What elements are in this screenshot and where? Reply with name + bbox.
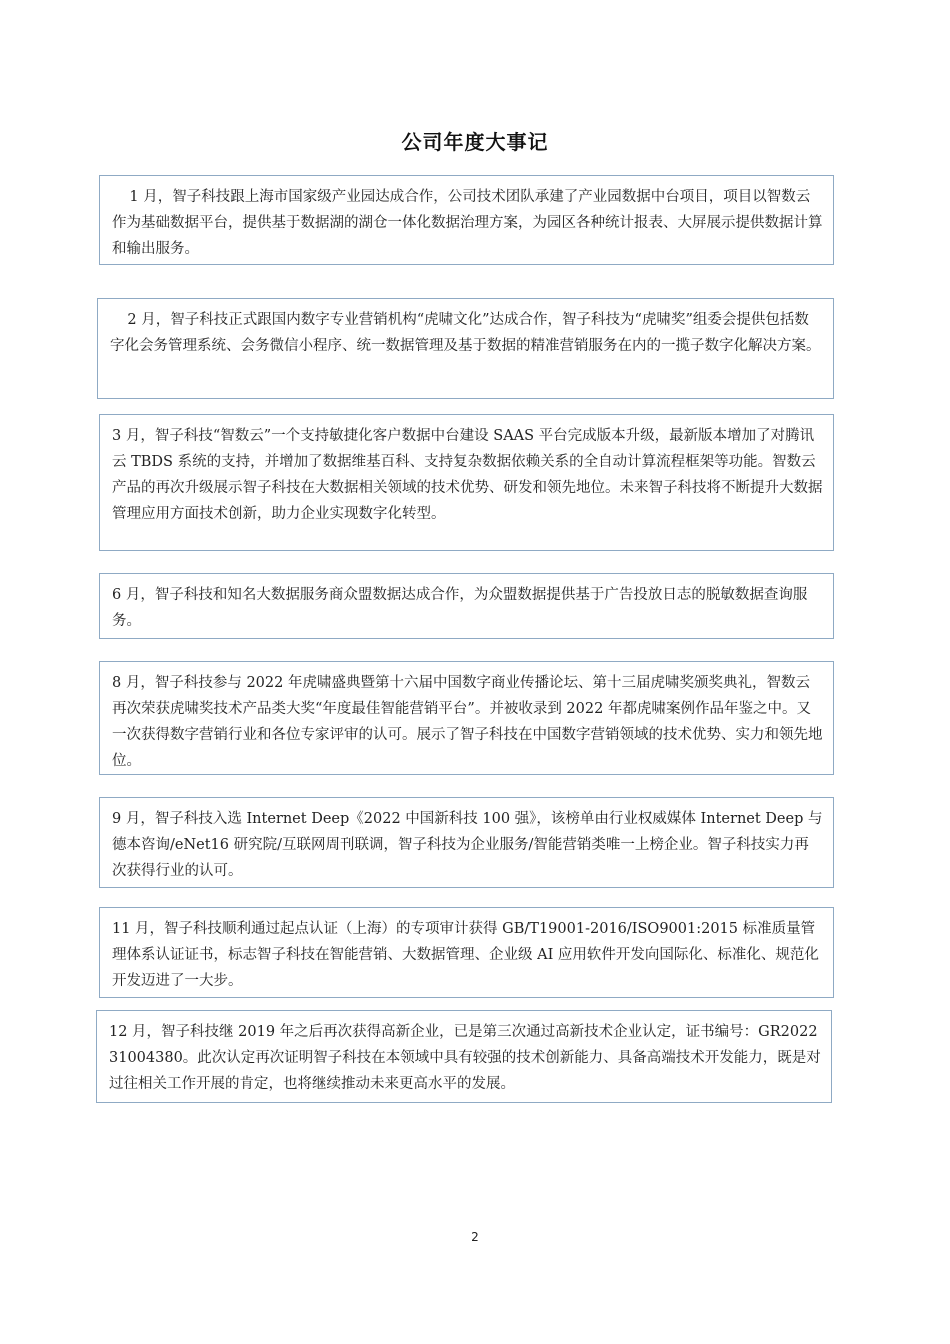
page-number: 2 xyxy=(471,1230,479,1244)
event-text: 2 月，智子科技正式跟国内数字专业营销机构“虎啸文化”达成合作，智子科技为“虎啸奖”组委会提供包括数字化会务管理系统、会务微信小程序、统一数据管理及基于数据的精准营销服务在内的一揽子数字化解决方案。 xyxy=(110,312,821,354)
event-box-september xyxy=(99,797,834,888)
event-text: 1 月，智子科技跟上海市国家级产业园达成合作，公司技术团队承建了产业园数据中台项目，项目以智数云作为基础数据平台，提供基于数据湖的湖仓一体化数据治理方案，为园区各种统计报表、大屏展示提供数据计算和输出服务。 xyxy=(112,189,823,257)
event-box-january xyxy=(99,175,834,265)
event-text: 9 月，智子科技入选 Internet Deep《2022 中国新科技 100 强》，该榜单由行业权威媒体 Internet Deep 与德本咨询/eNet16 研究院/互联网周刊联调，智子科技为企业服务/智能营销类唯一上榜企业。智子科技实力再次获得行业的认可。 xyxy=(112,811,823,879)
event-text: 12 月，智子科技继 2019 年之后再次获得高新企业，已是第三次通过高新技术企业认定，证书编号：GR202231004380。此次认定再次证明智子科技在本领域中具有较强的技术创新能力、具备高端技术开发能力，既是对过往相关工作开展的肯定，也将继续推动未来更高水平的发展。 xyxy=(109,1024,821,1092)
event-text: 6 月，智子科技和知名大数据服务商众盟数据达成合作，为众盟数据提供基于广告投放日志的脱敏数据查询服务。 xyxy=(112,587,808,629)
event-box-november xyxy=(99,907,834,998)
event-box-march xyxy=(99,414,834,551)
event-box-december xyxy=(96,1010,832,1103)
event-box-august xyxy=(99,661,834,775)
event-text: 8 月，智子科技参与 2022 年虎啸盛典暨第十六届中国数字商业传播论坛、第十三届虎啸奖颁奖典礼，智数云再次荣获虎啸奖技术产品类大奖“年度最佳智能营销平台”。并被收录到 2022 年都虎啸案例作品年鉴之中。又一次获得数字营销行业和各位专家评审的认可。展示了智子科技在中国数字营销领域的技术优势、实力和领先地位。 xyxy=(112,675,823,769)
event-box-june xyxy=(99,573,834,639)
event-text: 11 月，智子科技顺利通过起点认证（上海）的专项审计获得 GB/T19001-2016/ISO9001:2015 标准质量管理体系认证证书，标志智子科技在智能营销、大数据管理、企业级 AI 应用软件开发向国际化、标准化、规范化开发迈进了一大步。 xyxy=(112,921,819,989)
event-box-february xyxy=(97,298,834,399)
page-title: 公司年度大事记 xyxy=(401,130,549,154)
event-text: 3 月，智子科技“智数云”一个支持敏捷化客户数据中台建设 SAAS 平台完成版本升级，最新版本增加了对腾讯云 TBDS 系统的支持，并增加了数据维基百科、支持复杂数据依赖关系的全自动计算流程框架等功能。智数云产品的再次升级展示智子科技在大数据相关领域的技术优势、研发和领先地位。未来智子科技将不断提升大数据管理应用方面技术创新，助力企业实现数字化转型。 xyxy=(112,428,823,522)
